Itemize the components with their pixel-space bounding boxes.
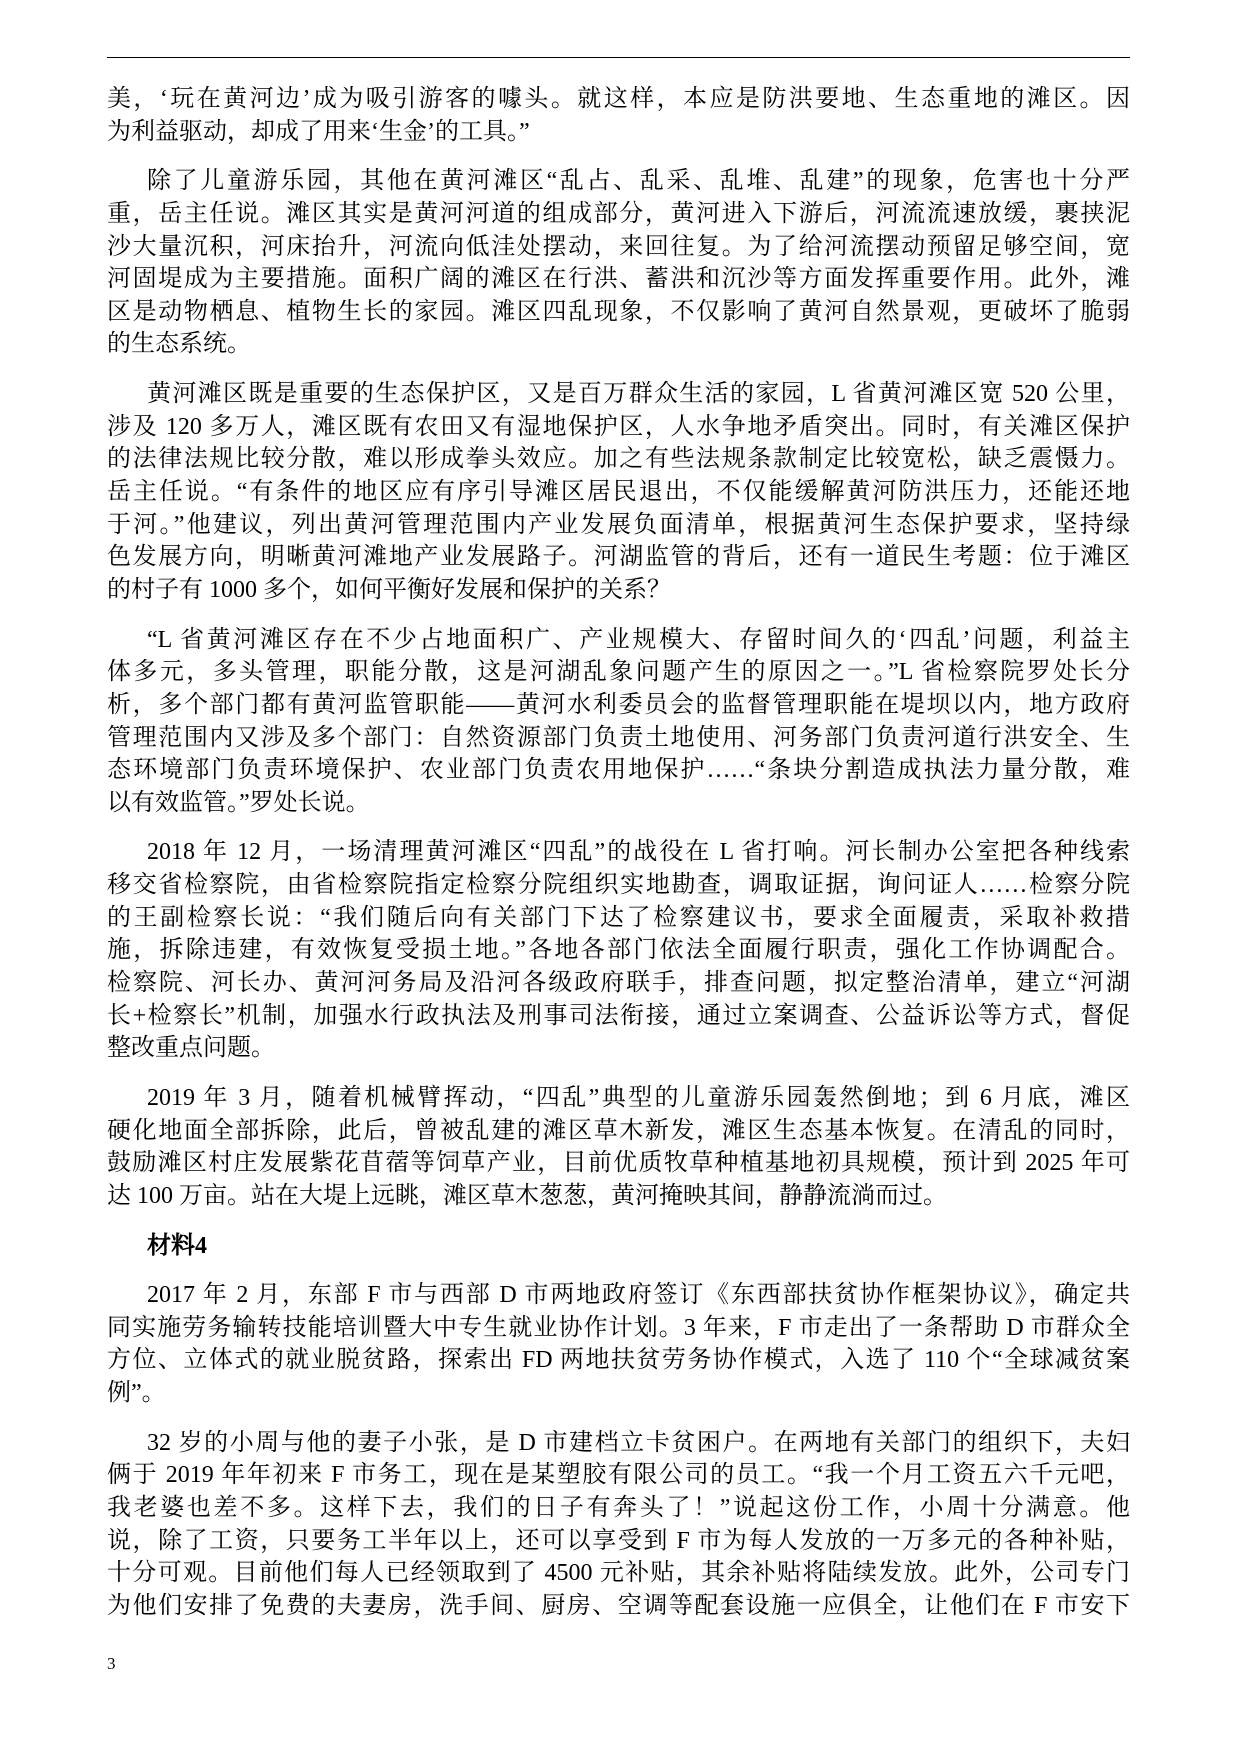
text-line: 施，拆除违建，有效恢复受损土地。”各地各部门依法全面履行职责，强化工作协调配合。 xyxy=(107,937,1130,964)
section-heading: 材料4 xyxy=(147,1232,207,1259)
text-line: 析，多个部门都有黄河监管职能——黄河水利委员会的监督管理职能在堤坝以内，地方政府 xyxy=(107,691,1130,718)
text-line: 2019 年 3 月，随着机械臂挥动，“四乱”典型的儿童游乐园轰然倒地；到 6 月底，滩区 xyxy=(147,1084,1130,1111)
text-line: 例”。 xyxy=(107,1380,166,1407)
text-line: 移交省检察院，由省检察院指定检察分院组织实地勘查，调取证据，询问证人……检察分院 xyxy=(107,872,1130,899)
text-line: 的王副检察长说：“我们随后向有关部门下达了检察建议书，要求全面履责，采取补救措 xyxy=(107,904,1130,931)
text-line: 为他们安排了免费的夫妻房，洗手间、厨房、空调等配套设施一应俱全，让他们在 F 市安下 xyxy=(107,1592,1130,1619)
text-line: 黄河滩区既是重要的生态保护区，又是百万群众生活的家园，L 省黄河滩区宽 520 公里， xyxy=(147,381,1130,408)
text-line: 方位、立体式的就业脱贫路，探索出 FD 两地扶贫劳务协作模式，入选了 110 个“全球减贫案 xyxy=(107,1347,1130,1374)
text-line: 的生态系统。 xyxy=(107,331,251,358)
text-line: 区是动物栖息、植物生长的家园。滩区四乱现象，不仅影响了黄河自然景观，更破坏了脆弱 xyxy=(107,298,1130,325)
text-line: 2018 年 12 月，一场清理黄河滩区“四乱”的战役在 L 省打响。河长制办公室把各种线索 xyxy=(147,839,1130,866)
paragraph xyxy=(107,83,1130,148)
text-line: 检察院、河长办、黄河河务局及沿河各级政府联手，排查问题，拟定整治清单，建立“河湖 xyxy=(107,970,1130,997)
text-line: 2017 年 2 月，东部 F 市与西部 D 市两地政府签订《东西部扶贫协作框架协议》，确定共 xyxy=(147,1282,1130,1309)
text-line: 的村子有 1000 多个，如何平衡好发展和保护的关系？ xyxy=(107,576,671,603)
paragraph xyxy=(107,378,1130,606)
text-line: 色发展方向，明晰黄河滩地产业发展路子。河湖监管的背后，还有一道民生考题：位于滩区 xyxy=(107,544,1130,571)
text-line: 涉及 120 多万人，滩区既有农田又有湿地保护区，人水争地矛盾突出。同时，有关滩区保护 xyxy=(107,413,1130,440)
text-line: 十分可观。目前他们每人已经领取到了 4500 元补贴，其余补贴将陆续发放。此外，公司专门 xyxy=(107,1560,1130,1587)
text-line: 美，‘玩在黄河边’成为吸引游客的噱头。就这样，本应是防洪要地、生态重地的滩区。因 xyxy=(107,86,1130,112)
paragraph xyxy=(107,836,1130,1064)
text-line: 我老婆也差不多。这样下去，我们的日子有奔头了！”说起这份工作，小周十分满意。他 xyxy=(107,1494,1130,1521)
text-line: 鼓励滩区村庄发展紫花苜蓿等饲草产业，目前优质牧草种植基地初具规模，预计到 2025 年可 xyxy=(107,1150,1130,1177)
paragraph xyxy=(107,165,1130,361)
paragraph xyxy=(107,624,1130,820)
page-number: 3 xyxy=(107,1654,116,1673)
text-line: 岳主任说。“有条件的地区应有序引导滩区居民退出，不仅能缓解黄河防洪压力，还能还地 xyxy=(107,479,1130,506)
text-line: 同实施劳务输转技能培训暨大中专生就业协作计划。3 年来，F 市走出了一条帮助 D 市群众全 xyxy=(107,1314,1130,1341)
body-text xyxy=(107,83,1130,1640)
text-line: 的法律法规比较分散，难以形成拳头效应。加之有些法规条款制定比较宽松，缺乏震慑力。 xyxy=(107,446,1130,473)
text-line: 以有效监管。”罗处长说。 xyxy=(107,789,370,816)
text-line: “L 省黄河滩区存在不少占地面积广、产业规模大、存留时间久的‘四乱’问题，利益主 xyxy=(147,626,1130,653)
text-line: 管理范围内又涉及多个部门：自然资源部门负责土地使用、河务部门负责河道行洪安全、生 xyxy=(107,724,1130,751)
text-line: 硬化地面全部拆除，此后，曾被乱建的滩区草木新发，滩区生态基本恢复。在清乱的同时， xyxy=(107,1117,1130,1144)
text-line: 俩于 2019 年年初来 F 市务工，现在是某塑胶有限公司的员工。“我一个月工资五六千元吧， xyxy=(107,1462,1130,1489)
text-line: 说，除了工资，只要务工半年以上，还可以享受到 F 市为每人发放的一万多元的各种补贴， xyxy=(107,1527,1130,1554)
paragraph xyxy=(107,1082,1130,1213)
text-line: 32 岁的小周与他的妻子小张，是 D 市建档立卡贫困户。在两地有关部门的组织下，夫妇 xyxy=(147,1429,1130,1456)
text-line: 河固堤成为主要措施。面积广阔的滩区在行洪、蓄洪和沉沙等方面发挥重要作用。此外，滩 xyxy=(107,266,1130,293)
text-line: 体多元，多头管理，职能分散，这是河湖乱象问题产生的原因之一。”L 省检察院罗处长分 xyxy=(107,659,1130,686)
text-line: 除了儿童游乐园，其他在黄河滩区“乱占、乱采、乱堆、乱建”的现象，危害也十分严 xyxy=(147,168,1130,195)
paragraph xyxy=(107,1279,1130,1410)
text-line: 整改重点问题。 xyxy=(107,1035,275,1062)
text-line: 于河。”他建议，列出黄河管理范围内产业发展负面清单，根据黄河生态保护要求，坚持绿 xyxy=(107,511,1130,538)
text-line: 达 100 万亩。站在大堤上远眺，滩区草木葱葱，黄河掩映其间，静静流淌而过。 xyxy=(107,1182,947,1209)
text-line: 态环境部门负责环境保护、农业部门负责农用地保护……“条块分割造成执法力量分散，难 xyxy=(107,757,1130,784)
text-line: 长+检察长”机制，加强水行政执法及刑事司法衔接，通过立案调查、公益诉讼等方式，督促 xyxy=(107,1002,1130,1029)
text-line: 为利益驱动，却成了用来‘生金’的工具。” xyxy=(107,118,530,145)
text-line: 重，岳主任说。滩区其实是黄河河道的组成部分，黄河进入下游后，河流流速放缓，裹挟泥 xyxy=(107,200,1130,227)
text-line: 沙大量沉积，河床抬升，河流向低洼处摆动，来回往复。为了给河流摆动预留足够空间，宽 xyxy=(107,233,1130,260)
header-rule xyxy=(107,57,1130,58)
paragraph xyxy=(107,1427,1130,1623)
